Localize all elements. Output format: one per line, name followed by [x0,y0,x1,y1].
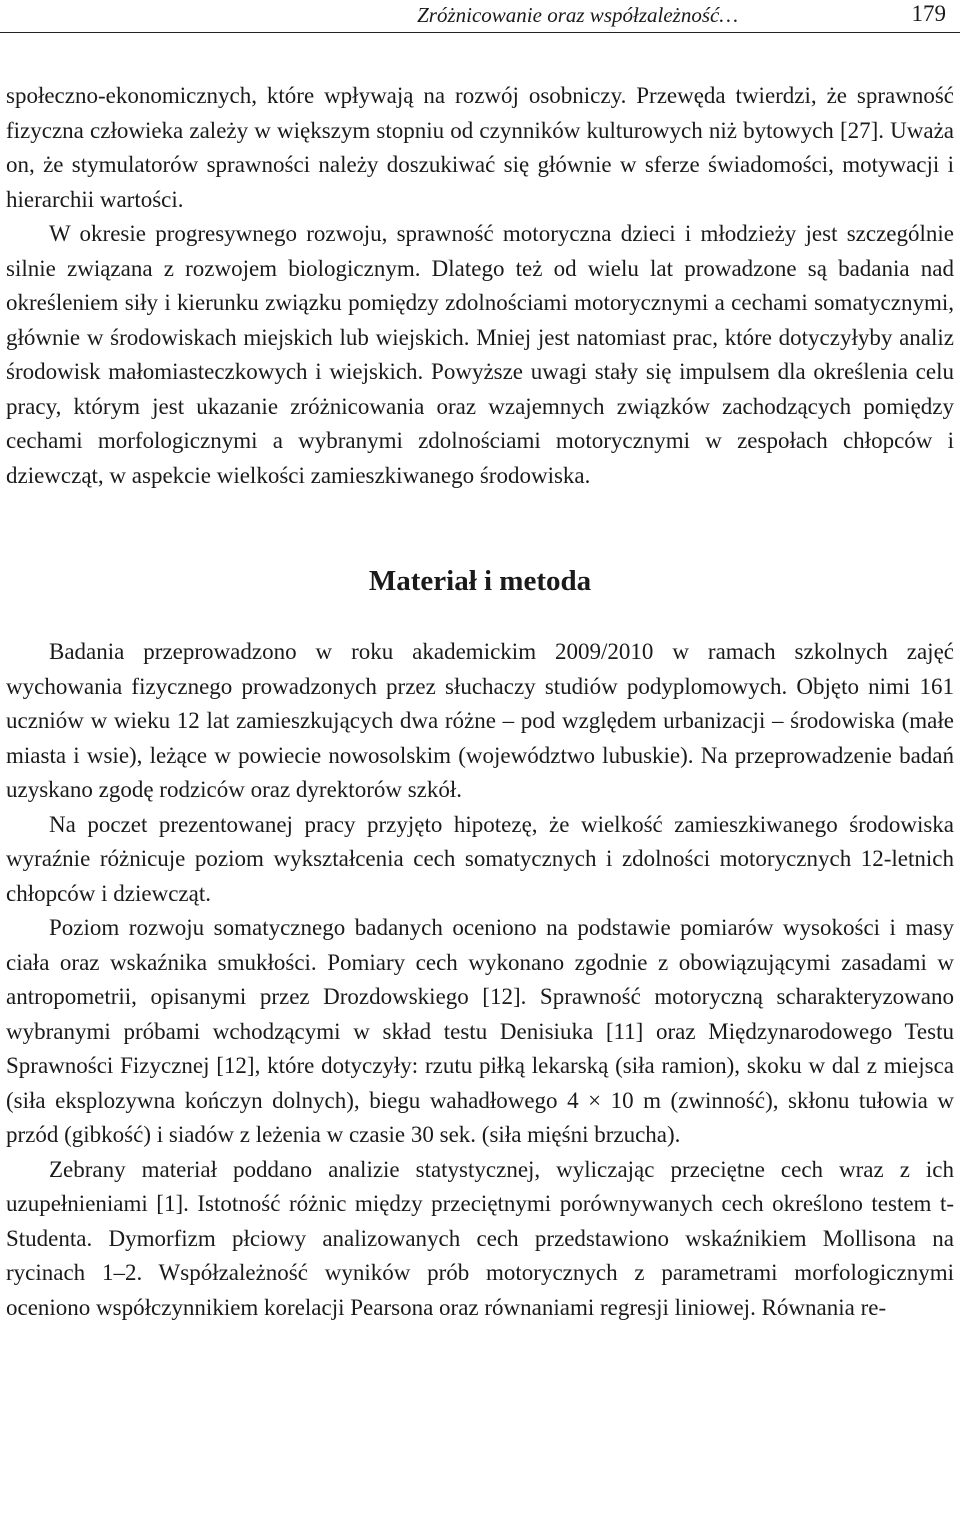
method-paragraph: Zebrany materiał poddano analizie statystycznej, wyliczając przeciętne cech wraz z ich uzupełnieniami [1]. Istotność różnic między przeciętnymi porównywanych cech określono testem t-Studenta. Dymorfizm płciowy analizowanych cech przedstawiono wskaźnikiem Mollisona na rycinach 1–2. Współzależność wyników prób motorycznych z parametrami morfologicznymi oceniono współczynnikiem korelacji Pearsona oraz równaniami regresji liniowej. Równania re- [6,1156,954,1320]
page-body [6,79,954,1325]
method-paragraph: Badania przeprowadzono w roku akademickim 2009/2010 w ramach szkolnych zajęć wychowania fizycznego prowadzonych przez słuchaczy studiów podyplomowych. Objęto nimi 161 uczniów w wieku 12 lat zamieszkujących dwa różne – pod względem urbanizacji – środowiska (małe miasta i wsie), leżące w powiecie nowosolskim (województwo lubuskie). Na przeprowadzenie badań uzyskano zgodę rodziców oraz dyrektorów szkół. [6,639,954,802]
spacer [6,599,954,635]
method-paragraph: Poziom rozwoju somatycznego badanych oceniono na podstawie pomiarów wysokości i masy ciała oraz wskaźnika smukłości. Pomiary cech wykonano zgodnie z obowiązującymi zasadami w antropometrii, opisanymi przez Drozdowskiego [12]. Sprawność motoryczną scharakteryzowano wybranymi próbami wchodzącymi w skład testu Denisiuka [11] oraz Międzynarodowego Testu Sprawności Fizycznej [12], które dotyczyły: rzutu piłką lekarską (siła ramion), skoku w dal z miejsca (siła eksplozywna kończyn dolnych), biegu wahadłowego 4 × 10 m (zwinność), skłonu tułowia w przód (gibkość) i siadów z leżenia w czasie 30 sek. (siła mięśni brzucha). [6,915,954,1147]
body-paragraph: W okresie progresywnego rozwoju, sprawność motoryczna dzieci i młodzieży jest szczególnie silnie związana z rozwojem biologicznym. Dlatego też od wielu lat prowadzone są badania nad określeniem siły i kierunku związku pomiędzy zdolnościami motorycznymi a cechami somatycznymi, głównie w środowiskach miejskich lub wiejskich. Mniej jest natomiast prac, które dotyczyłyby analiz środowisk małomiasteczkowych i wiejskich. Powyższe uwagi stały się impulsem dla określenia celu pracy, którym jest ukazanie zróżnicowania oraz wzajemnych związków zachodzących pomiędzy cechami morfologicznymi a wybranymi zdolnościami motorycznymi w zespołach chłopców i dziewcząt, w aspekcie wielkości zamieszkiwanego środowiska. [6,221,954,488]
running-header [0,0,960,33]
section-title: Materiał i metoda [368,565,592,597]
intro-paragraph: społeczno-ekonomicznych, które wpływają na rozwój osobniczy. Przewęda twierdzi, że sprawność fizyczna człowieka zależy w większym stopniu od czynników kulturowych niż bytowych [27]. Uważa on, że stymulatorów sprawności należy doszukiwać się głównie w sferze świadomości, motywacji i hierarchii wartości. [6,83,954,212]
spacer [6,493,954,563]
page-number: 179 [911,1,946,26]
running-title: Zróżnicowanie oraz współzależność… [417,3,738,27]
method-paragraph: Na poczet prezentowanej pracy przyjęto hipotezę, że wielkość zamieszkiwanego środowiska wyraźnie różnicuje poziom wykształcenia cech somatycznych i zdolności motorycznych 12-letnich chłopców i dziewcząt. [6,811,954,906]
